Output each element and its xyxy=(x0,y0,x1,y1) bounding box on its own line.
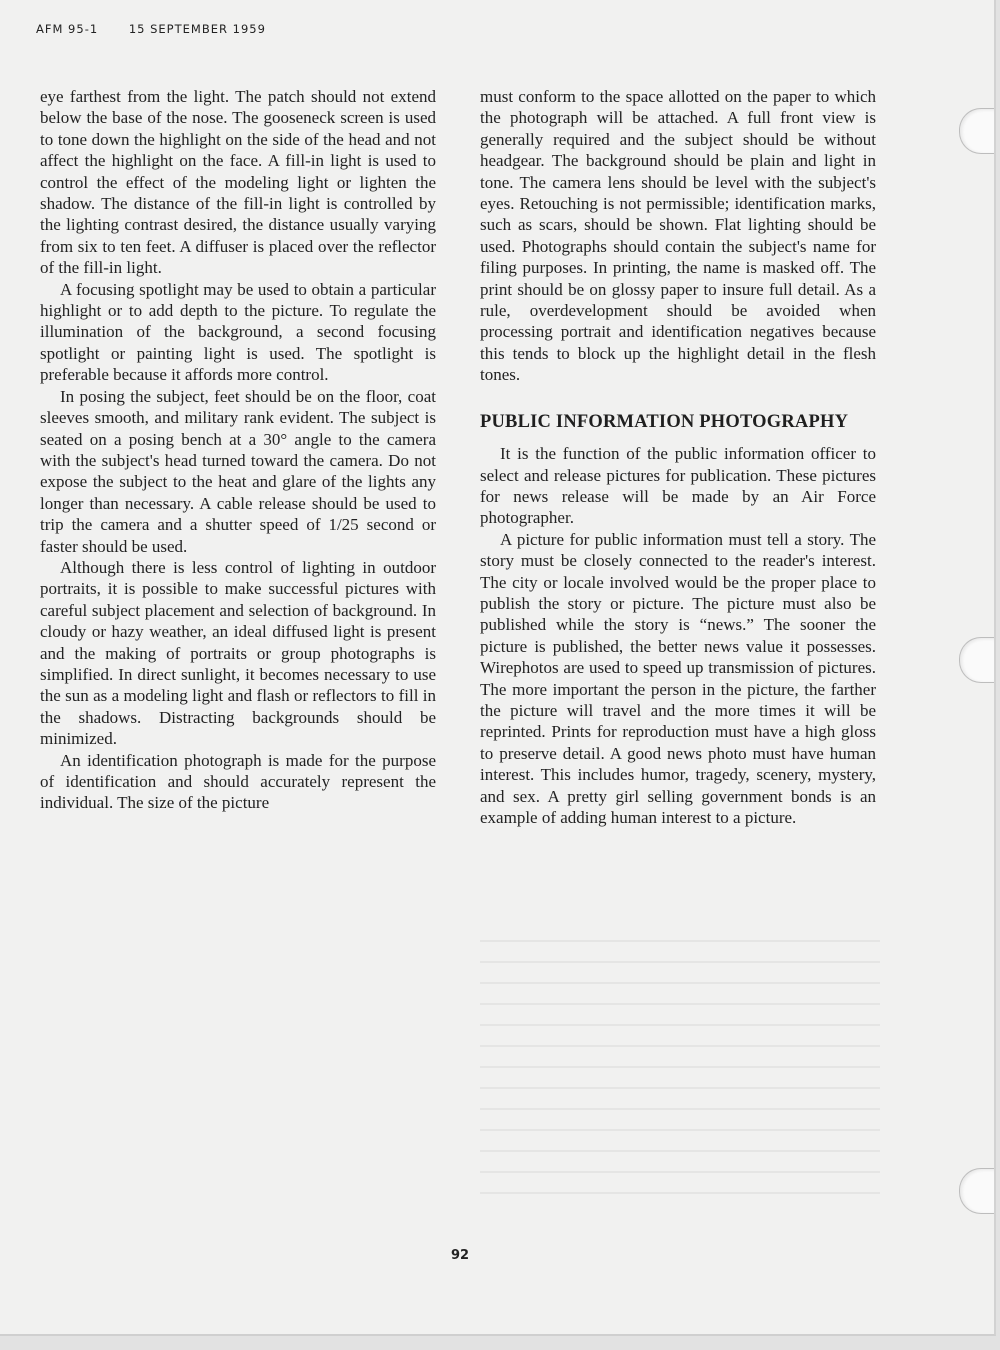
paragraph: must conform to the space allotted on the paper to which the photograph will be attached. A full front view is generally required and the subject should be without headgear. The background should be plain and light in tone. The camera lens should be level with the subject's eyes. Retouching is not permissible; identification marks, such as scars, should be shown. Flat lighting should be used. Photographs should contain the subject's name for filing purposes. In printing, the name is masked off. The print should be on glossy paper to insure full detail. As a rule, overdevelopment should be avoided when processing portrait and identification negatives because this tends to block up the highlight detail in the flesh tones. xyxy=(480,87,876,385)
paragraph: In posing the subject, feet should be on the floor, coat sleeves smooth, and military rank evident. The subject is seated on a posing bench at a 30° angle to the camera with the subject's head turned toward the camera. Do not expose the subject to the heat and glare of the lights any longer than necessary. A cable release should be used to trip the camera and a shutter speed of 1/25 second or faster should be used. xyxy=(40,386,436,556)
page-number: 92 xyxy=(450,1248,470,1263)
paragraph: A picture for public information must tell a story. The story must be closely connected to the reader's interest. The city or locale involved would be the proper place to publish the story or picture. The picture must also be published while the story is “news.” The sooner the picture is published, the better news value it possesses. Wirephotos are used to speed up transmission of pictures. The more important the person in the picture, the farther the picture will travel and the more times it will be reprinted. Prints for reproduction must have a high gloss to preserve detail. A good news photo must have human interest. This includes humor, tragedy, scenery, mystery, and sex. A pretty girl selling government bonds is an example of adding human interest to a picture. xyxy=(480,529,876,827)
right-column xyxy=(480,86,876,828)
document-id: AFM 95-1 xyxy=(36,22,99,36)
paragraph: Although there is less control of lighting in outdoor portraits, it is possible to make successful pictures with careful subject placement and selection of background. In cloudy or hazy weather, an ideal diffused light is present and the making of portraits or group photographs is simplified. In direct sunlight, it becomes necessary to use the sun as a modeling light and flash or reflectors to fill in the shadows. Distracting backgrounds should be minimized. xyxy=(40,557,436,749)
punch-hole-icon xyxy=(959,108,994,154)
paragraph: eye farthest from the light. The patch should not extend below the base of the nose. The gooseneck screen is used to tone down the highlight on the side of the head and not affect the highlight on the face. A fill-in light is used to control the effect of the modeling light or lighten the shadow. The distance of the fill-in light is controlled by the lighting contrast desired, the distance usually varying from six to ten feet. A diffuser is placed over the reflector of the fill-in light. xyxy=(40,87,436,278)
punch-hole-icon xyxy=(959,1168,994,1214)
punch-hole-icon xyxy=(959,637,994,683)
left-column xyxy=(40,86,436,814)
running-header xyxy=(36,22,266,36)
section-heading: PUBLIC INFORMATION PHOTOGRAPHY xyxy=(480,411,849,432)
paragraph: It is the function of the public information officer to select and release pictures for publication. These pictures for news release will be made by an Air Force photographer. xyxy=(480,444,876,528)
paragraph: A focusing spotlight may be used to obtain a particular highlight or to add depth to the picture. To regulate the illumination of the background, a second focusing spotlight or painting light is used. The spotlight is preferable because it affords more control. xyxy=(40,279,436,385)
document-date: 15 SEPTEMBER 1959 xyxy=(128,22,266,36)
paragraph: An identification photograph is made for the purpose of identification and should accurately represent the individual. The size of the picture xyxy=(40,750,436,813)
show-through-text xyxy=(480,940,880,1200)
